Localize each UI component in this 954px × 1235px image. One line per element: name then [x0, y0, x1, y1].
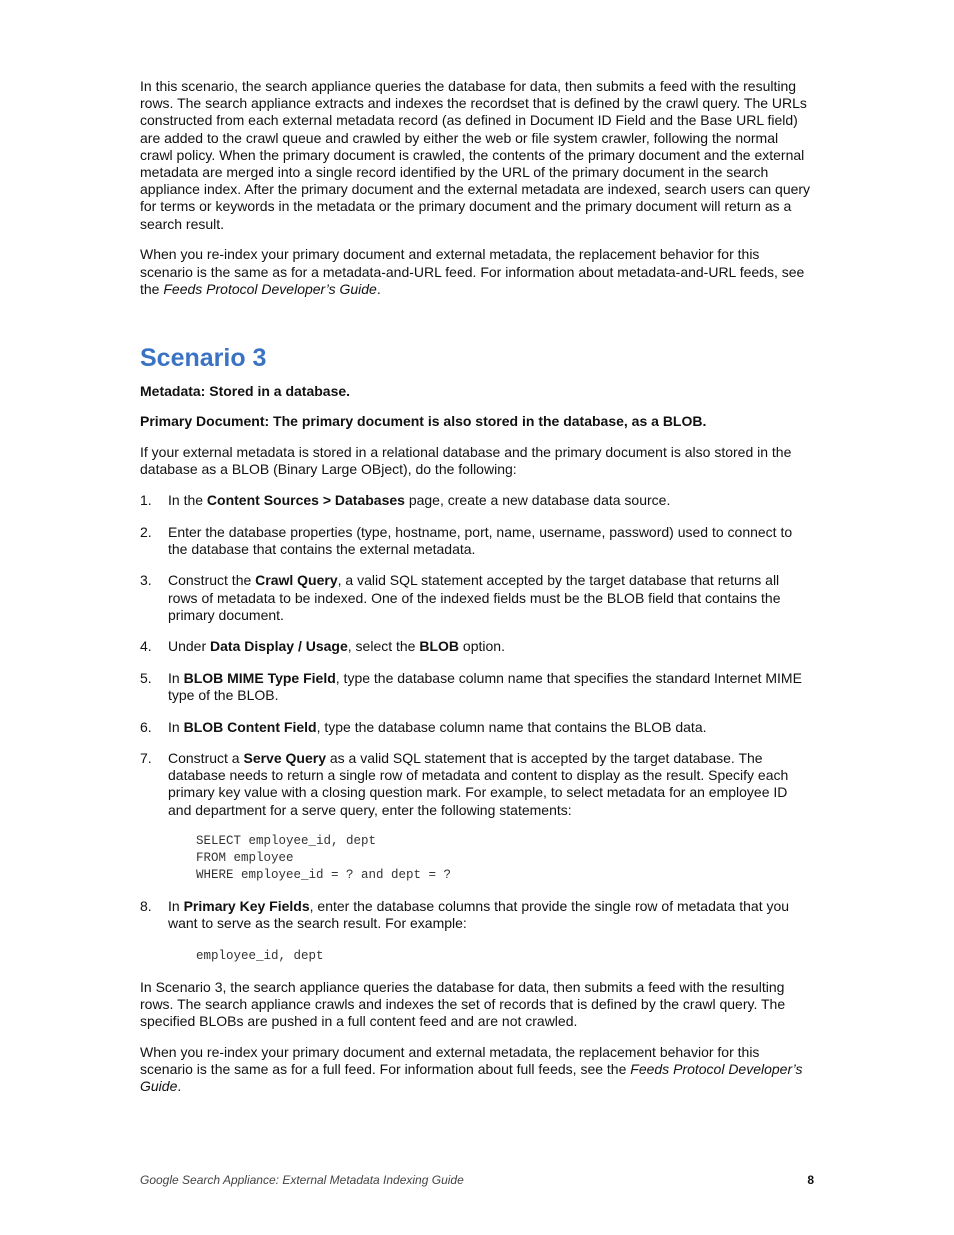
primary-document-line: Primary Document: The primary document is also stored in the database, as a BLOB.	[140, 413, 707, 430]
intro-paragraph-1: In this scenario, the search appliance queries the database for data, then submits a feed with the resulting rows. The search appliance extracts and indexes the recordset that is defined by the crawl query. The URLs constructed from each external metadata record (as defined in Document ID Field and the Base URL field) are added to the crawl queue and crawled by either the web or file system crawler, following the normal crawl policy. When the primary document is crawled, the contents of the primary document and the external metadata are merged into a single record identified by the URL of the primary document in the search appliance index. After the primary document and the external metadata are indexed, search users can query for terms or keywords in the metadata or the primary document and the primary document will return as a search result.	[140, 78, 811, 232]
page-footer	[140, 1173, 814, 1187]
intro-paragraph-2: When you re-index your primary document and external metadata, the replacement behavior for this scenario is the same as for a metadata-and-URL feed. For information about metadata-and-URL feeds, see the Feeds Protocol Developer’s Guide.	[140, 246, 805, 297]
lead-paragraph: If your external metadata is stored in a relational database and the primary document is also stored in the database as a BLOB (Binary Large OBject), do the following:	[140, 444, 792, 478]
list-item: 5. In BLOB MIME Type Field, type the database column name that specifies the standard Internet MIME type of the BLOB.	[140, 669, 802, 704]
list-item: 6. In BLOB Content Field, type the database column name that contains the BLOB data.	[140, 718, 707, 735]
list-item: 1. In the Content Sources > Databases page, create a new database data source.	[140, 492, 671, 509]
guide-reference: Feeds Protocol Developer’s Guide	[163, 280, 377, 297]
list-item: 7. Construct a Serve Query as a valid SQL statement that is accepted by the target database. The database needs to return a single row of metadata and content to display as the result. Specify each primary key value with a closing question mark. For example, to select metadata for an employee ID and department for a serve query, enter the following statements:	[140, 750, 789, 818]
list-item: 3. Construct the Crawl Query, a valid SQL statement accepted by the target database that returns all rows of metadata to be indexed. One of the indexed fields must be the BLOB field that contains the primary document.	[140, 572, 781, 623]
footer-title: Google Search Appliance: External Metadata Indexing Guide	[140, 1173, 464, 1187]
code-block-primary-keys	[140, 948, 812, 965]
guide-reference: Feeds Protocol Developer’s Guide	[140, 1060, 803, 1095]
page-number: 8	[807, 1173, 814, 1187]
document-body	[140, 78, 812, 1109]
outro-paragraph-1: In Scenario 3, the search appliance queries the database for data, then submits a feed with the resulting rows. The search appliance crawls and indexes the set of records that is defined by the crawl query. The specified BLOBs are pushed in a full content feed and are not crawled.	[140, 978, 786, 1029]
code-text: employee_id, dept	[196, 948, 324, 963]
list-item: 2. Enter the database properties (type, hostname, port, name, username, password) used to connect to the database that contains the external metadata.	[140, 523, 793, 557]
outro-paragraph-2: When you re-index your primary document and external metadata, the replacement behavior for this scenario is the same as for a full feed. For information about full feeds, see the Feeds Protocol Developer’s Guide.	[140, 1043, 803, 1095]
metadata-line: Metadata: Stored in a database.	[140, 382, 351, 399]
steps-list-continued	[140, 898, 812, 932]
code-text: SELECT employee_id, dept FROM employee WHERE employee_id = ? and dept = ?	[196, 834, 452, 883]
list-item: 8. In Primary Key Fields, enter the database columns that provide the single row of metadata that you want to serve as the search result. For example:	[140, 898, 790, 932]
code-block-serve-query	[140, 833, 812, 884]
section-heading: Scenario 3	[140, 343, 267, 372]
list-item: 4. Under Data Display / Usage, select the BLOB option.	[140, 638, 505, 655]
steps-list	[140, 492, 812, 819]
